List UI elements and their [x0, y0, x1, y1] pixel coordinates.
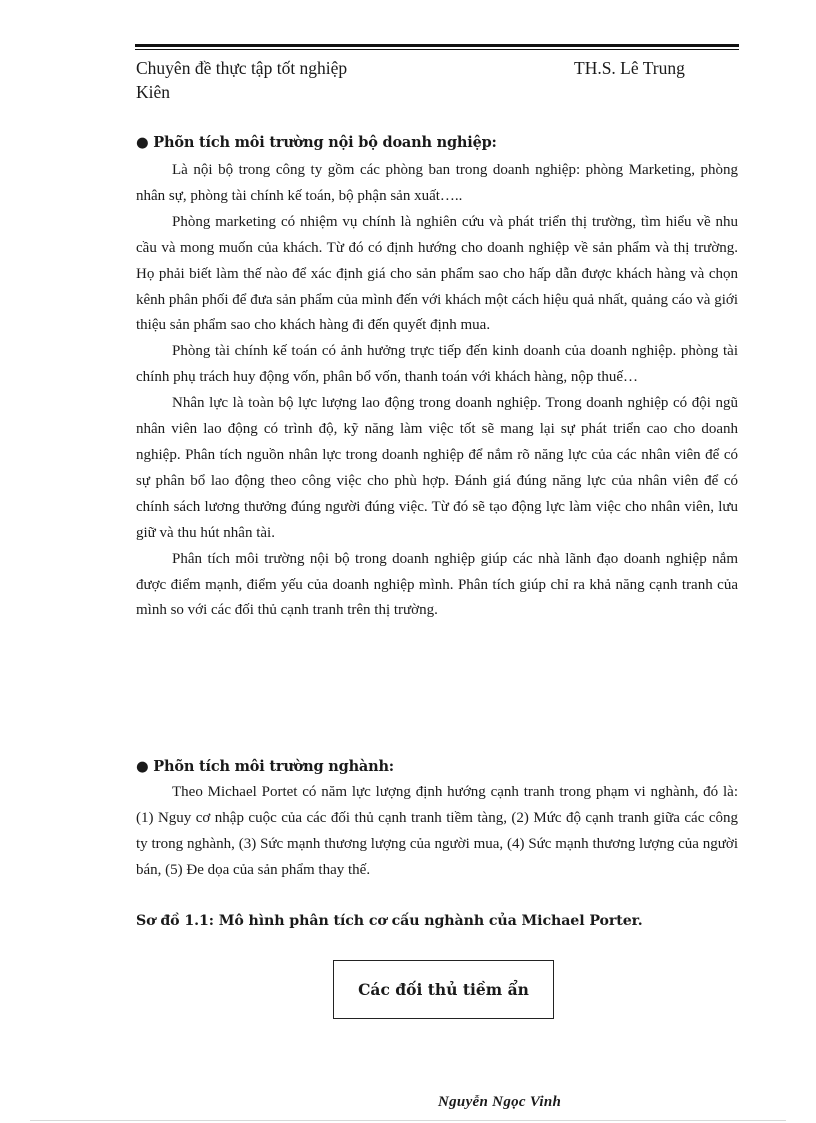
header-title: Chuyên đề thực tập tốt nghiệp: [136, 58, 348, 78]
diagram-box-potential-competitors: [333, 960, 554, 1019]
header-author-continued: Kiên: [136, 82, 171, 102]
footer-rule: [30, 1120, 786, 1121]
diagram-caption: Sơ đồ 1.1: Mô hình phân tích cơ cấu nghành của Michael Porter.: [136, 913, 643, 929]
paragraph: Là nội bộ trong công ty gồm các phòng ban trong doanh nghiệp: phòng Marketing, phòng nhân sự, phòng tài chính kế toán, bộ phận sản xuất…..: [136, 162, 738, 204]
section-heading-industry: ● Phõn tích môi trường nghành:: [136, 758, 394, 775]
paragraph: Phòng marketing có nhiệm vụ chính là nghiên cứu và phát triển thị trường, tìm hiểu về nhu cầu và mong muốn của khách. Từ đó có định hướng cho doanh nghiệp về sản phẩm và thị trường. Họ phải biết làm thế nào để xác định giá cho sản phẩm sao cho hấp dẫn được khách hàng và chọn kênh phân phối để đưa sản phẩm của mình đến với khách một cách hiệu quả nhất, quảng cáo và giới thiệu sản phẩm sao cho khách hàng đi đến quyết định mua.: [136, 213, 738, 334]
paragraph: Phòng tài chính kế toán có ảnh hưởng trực tiếp đến kinh doanh của doanh nghiệp. phòng tài chính phụ trách huy động vốn, phân bổ vốn, thanh toán với khách hàng, nộp thuế…: [136, 343, 738, 386]
paragraph: Theo Michael Portet có năm lực lượng định hướng cạnh tranh trong phạm vi nghành, đó là: (1) Nguy cơ nhập cuộc của các đối thủ cạnh tranh tiềm tàng, (2) Mức độ cạnh tranh giữa các công ty trong nghành, (3) Sức mạnh thương lượng của người mua, (4) Sức mạnh thương lượng của người bán, (5) Đe dọa của sản phẩm thay thế.: [136, 784, 738, 878]
section-heading-internal: ● Phõn tích môi trường nội bộ doanh nghiệp:: [136, 134, 497, 151]
footer-signature: Nguyễn Ngọc Vinh: [438, 1094, 562, 1110]
paragraph: Nhân lực là toàn bộ lực lượng lao động trong doanh nghiệp. Trong doanh nghiệp có đội ngũ nhân viên lao động có trình độ, kỹ năng làm việc tốt sẽ mang lại sự phát triển cao cho doanh nghiệp. Phân tích nguồn nhân lực trong doanh nghiệp để nắm rõ năng lực của các nhân viên để có sự phân bổ lao động theo công việc cho phù hợp. Đánh giá đúng năng lực của nhân viên để có chính sách lương thưởng đúng người đúng việc. Từ đó sẽ tạo động lực làm việc cho nhân viên, lưu giữ và thu hút nhân tài.: [136, 395, 738, 541]
header-rule-thick: [135, 44, 739, 47]
section-body-internal: [136, 158, 738, 624]
header-rule-thin: [135, 49, 739, 50]
paragraph: Phân tích môi trường nội bộ trong doanh nghiệp giúp các nhà lãnh đạo doanh nghiệp nắm được điểm mạnh, điểm yếu của doanh nghiệp mình. Phân tích giúp chỉ ra khả năng cạnh tranh của mình so với các đối thủ cạnh tranh trên thị trường.: [136, 550, 738, 619]
diagram-box-label: Các đối thủ tiềm ẩn: [358, 980, 529, 999]
header-author: TH.S. Lê Trung: [574, 58, 685, 78]
section-body-industry: [136, 780, 738, 884]
